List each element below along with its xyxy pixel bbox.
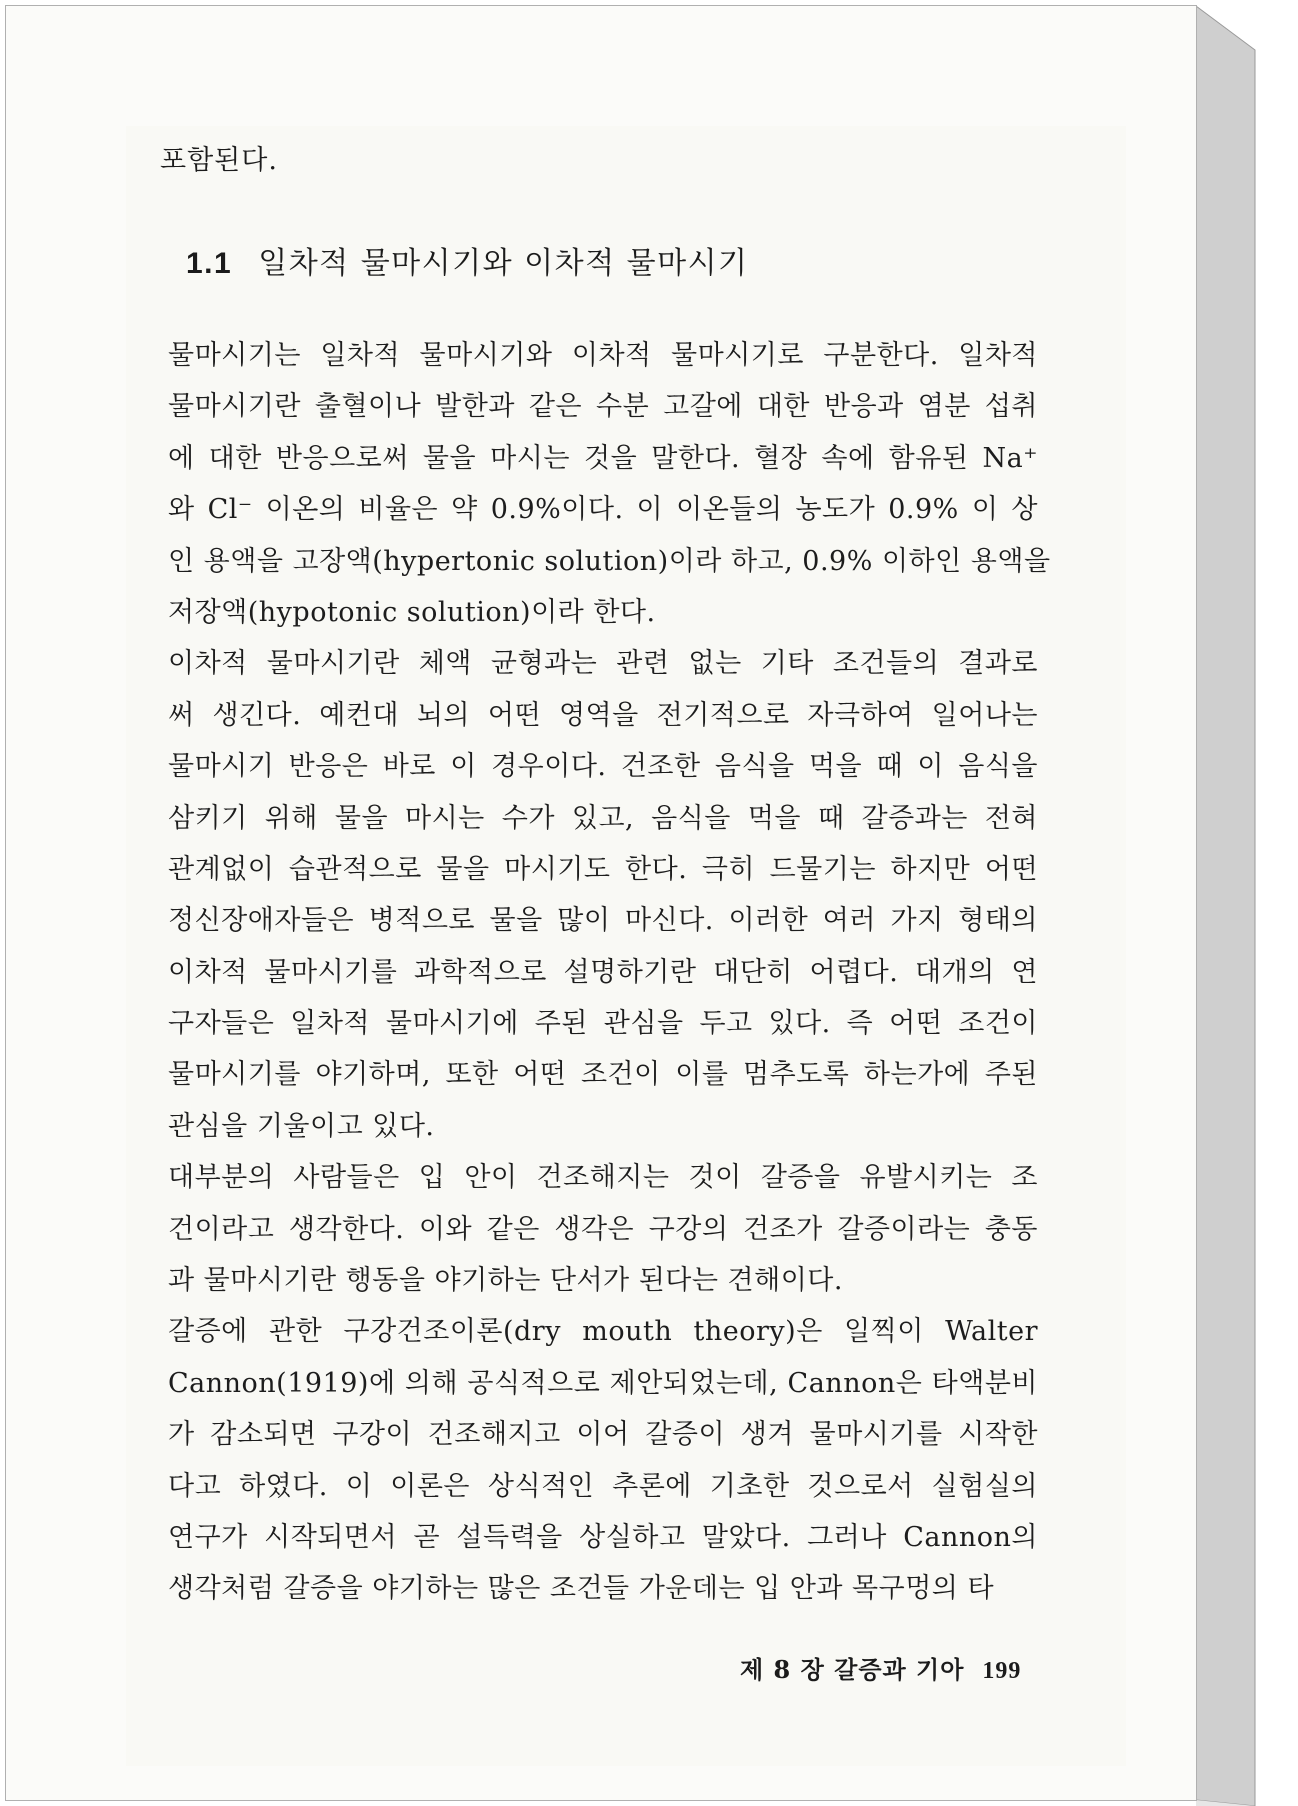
section-title: 일차적 물마시기와 이차적 물마시기 — [258, 246, 749, 281]
text-line: 이차적 물마시기를 과학적으로 설명하기란 대단히 어렵다. 대개의 연 — [168, 956, 1038, 988]
text-line: 과 물마시기란 행동을 야기하는 단서가 된다는 견해이다. — [168, 1265, 843, 1297]
page-number: 199 — [982, 1658, 1022, 1684]
text-line: 인 용액을 고장액(hypertonic solution)이라 하고, 0.9% 이하인 용액을 — [168, 545, 1051, 577]
text-line: 물마시기는 일차적 물마시기와 이차적 물마시기로 구분한다. 일차적 — [168, 340, 1038, 371]
text-line: 에 대한 반응으로써 물을 마시는 것을 말한다. 혈장 속에 함유된 Na⁺ — [168, 442, 1038, 474]
paragraph — [168, 1152, 1038, 1306]
paragraph — [168, 1306, 1038, 1614]
paragraph — [168, 330, 1051, 638]
section-heading — [186, 238, 749, 282]
page-footer — [740, 1650, 1021, 1685]
text-line: 갈증에 관한 구강건조이론(dry mouth theory)은 일찍이 Walter — [168, 1316, 1038, 1348]
paragraph — [168, 638, 1038, 1152]
text-line: 생각처럼 갈증을 야기하는 많은 조건들 가운데는 입 안과 목구멍의 타 — [168, 1573, 995, 1605]
text-line: 구자들은 일차적 물마시기에 주된 관심을 두고 있다. 즉 어떤 조건이 — [168, 1008, 1038, 1040]
text-line: 건이라고 생각한다. 이와 같은 생각은 구강의 건조가 갈증이라는 충동 — [168, 1213, 1038, 1245]
text-line: 물마시기란 출혈이나 발한과 같은 수분 고갈에 대한 반응과 염분 섭취 — [168, 391, 1038, 423]
text-line: 물마시기를 야기하며, 또한 어떤 조건이 이를 멈추도록 하는가에 주된 — [168, 1059, 1038, 1091]
text-line: 저장액(hypotonic solution)이라 한다. — [168, 596, 656, 628]
text-line: 대부분의 사람들은 입 안이 건조해지는 것이 갈증을 유발시키는 조 — [168, 1162, 1038, 1194]
section-number: 1.1 — [186, 247, 233, 280]
text-line: 연구가 시작되면서 곧 설득력을 상실하고 말았다. 그러나 Cannon의 — [168, 1521, 1038, 1553]
text-line: 정신장애자들은 병적으로 물을 많이 마신다. 이러한 여러 가지 형태의 — [168, 905, 1038, 937]
body-text — [168, 330, 1051, 1615]
text-line: 관계없이 습관적으로 물을 마시기도 한다. 극히 드물기는 하지만 어떤 — [168, 853, 1038, 885]
text-line: 다고 하였다. 이 이론은 상식적인 추론에 기초한 것으로서 실험실의 — [168, 1470, 1038, 1502]
chapter-title: 제 8 장 갈증과 기아 — [740, 1655, 965, 1684]
text-line: 써 생긴다. 예컨대 뇌의 어떤 영역을 전기적으로 자극하여 일어나는 — [168, 699, 1038, 731]
text-line: 와 Cl⁻ 이온의 비율은 약 0.9%이다. 이 이온들의 농도가 0.9% 이 상 — [168, 494, 1038, 526]
text-line: 관심을 기울이고 있다. — [168, 1110, 435, 1142]
text-line: 물마시기 반응은 바로 이 경우이다. 건조한 음식을 먹을 때 이 음식을 — [168, 751, 1038, 783]
lead-text: 포함된다. — [160, 145, 278, 176]
text-line: 이차적 물마시기란 체액 균형과는 관련 없는 기타 조건들의 결과로 — [168, 648, 1038, 680]
text-line: 삼키기 위해 물을 마시는 수가 있고, 음식을 먹을 때 갈증과는 전혀 — [168, 802, 1038, 834]
text-line: Cannon(1919)에 의해 공식적으로 제안되었는데, Cannon은 타액분비 — [168, 1367, 1038, 1399]
text-line: 가 감소되면 구강이 건조해지고 이어 갈증이 생겨 물마시기를 시작한 — [168, 1419, 1038, 1451]
